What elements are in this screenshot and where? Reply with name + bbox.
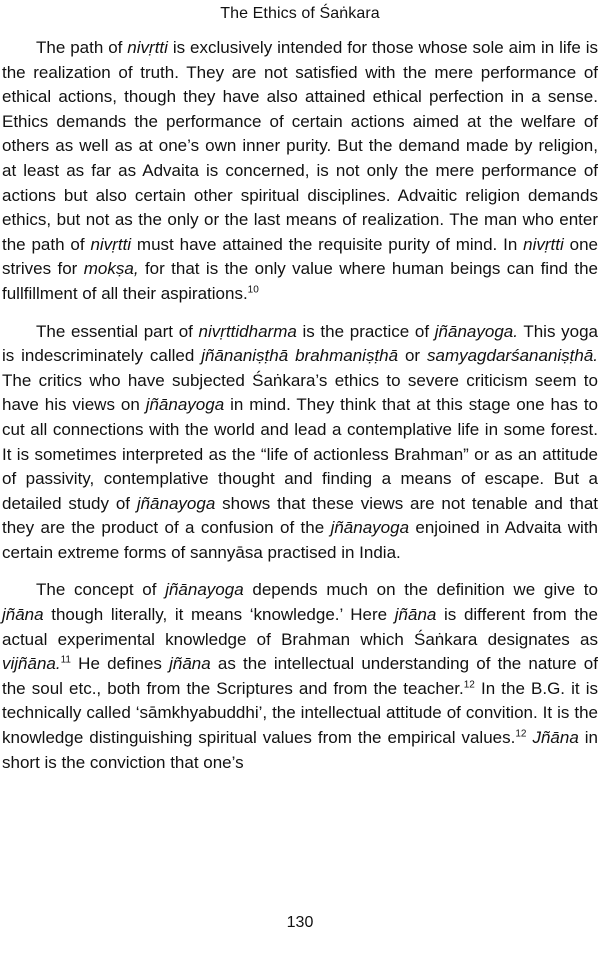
text-run: though literally, it means ‘knowledge.’ Here <box>43 605 395 625</box>
text-run: The path of <box>36 38 128 57</box>
italic-term: jñānayoga <box>145 395 225 415</box>
italic-term: jñānayoga <box>165 580 244 600</box>
running-head: The Ethics of Śaṅkara <box>220 5 380 22</box>
italic-term: jñānayoga. <box>434 321 518 341</box>
text-run: as the intellectual understanding of the nature of the soul etc., both from the Scriptures and from the teacher. <box>2 654 598 698</box>
italic-term: jñāna <box>2 605 44 625</box>
text-run: This yoga is indescriminately called <box>2 321 598 366</box>
footnote-ref: 10 <box>247 284 259 296</box>
italic-term: jñāna <box>394 605 437 625</box>
text-run: for that is the only value where human beings can find the fullfillment of all their aspirations. <box>2 259 599 303</box>
text-run: one strives for <box>2 234 598 279</box>
text-run: enjoined in Advaita with certain extreme forms of sannyāsa practised in India. <box>2 518 599 562</box>
text-run: The critics who have subjected Śaṅkara’s ethics to severe criticism seem to have his views on <box>2 370 598 415</box>
text-run: is exclusively intended for those whose sole aim in life is the realization of truth. They are not satisfied with the mere performance of ethical actions, though they have also attained ethical perfection in a sense. Ethics demands the performance of certain actions aimed at the welfare of others as well as at one’s own inner purity. But the demand made by religion, at least as far as Advaita is concerned, is not only the mere performance of actions but also certain other spiritual disciplines. Advaitic religion demands ethics, but not as the only or the last means of realization. The man who enter the path of <box>2 38 598 254</box>
paragraph <box>2 320 598 566</box>
text-run: depends much on the definition we give to <box>243 580 598 600</box>
italic-term: nivṛttidharma <box>198 321 297 341</box>
italic-term: jñānaniṣṭhā brahmaniṣṭhā <box>201 346 399 366</box>
body-text <box>2 36 598 775</box>
text-run: is the practice of <box>296 321 435 341</box>
text-run: must have attained the requisite purity of mind. In <box>131 234 524 254</box>
paragraph <box>2 578 598 775</box>
text-run: The concept of <box>36 580 166 600</box>
italic-term: jñāna <box>169 654 211 674</box>
italic-term: jñānayoga <box>136 493 216 513</box>
text-run: in short is the conviction that one’s <box>2 728 598 772</box>
italic-term: nivṛtti <box>90 234 132 254</box>
text-run: In the B.G. it is technically called ‘sāmkhyabuddhi’, the intellectual attitude of convition. It is the knowledge distinguishing spiritual values from the empirical values. <box>2 678 599 748</box>
text-run: He defines <box>71 654 170 674</box>
text-run: or <box>398 346 427 366</box>
italic-term: nivṛtti <box>523 234 564 254</box>
text-run: is different from the actual experimental knowledge of Brahman which Śaṅkara designates as <box>2 605 598 649</box>
footnote-ref: 12 <box>463 679 475 691</box>
italic-term: Jñāna <box>532 728 579 748</box>
italic-term: mokṣa, <box>83 259 139 279</box>
paragraph <box>2 36 598 307</box>
footnote-ref: 12 <box>515 728 527 740</box>
text-run: in mind. They think that at this stage one has to cut all connections with the world and lead a contemplative life in some forest. It is sometimes interpreted as the “life of actionless Brahman” or as an attitude of passivity, contemplative thought and finding a means of escape. But a detailed study of <box>2 395 599 513</box>
footnote-ref: 11 <box>60 654 71 666</box>
italic-term: nivṛtti <box>127 38 168 57</box>
text-run: The essential part of <box>36 321 199 341</box>
page-number: 130 <box>286 914 314 931</box>
text-run: shows that these views are not tenable and that they are the product of a confusion of the <box>2 493 599 538</box>
italic-term: jñānayoga <box>330 518 410 538</box>
italic-term: vijñāna. <box>2 654 61 674</box>
italic-term: samyagdarśananiṣṭhā. <box>426 346 599 366</box>
